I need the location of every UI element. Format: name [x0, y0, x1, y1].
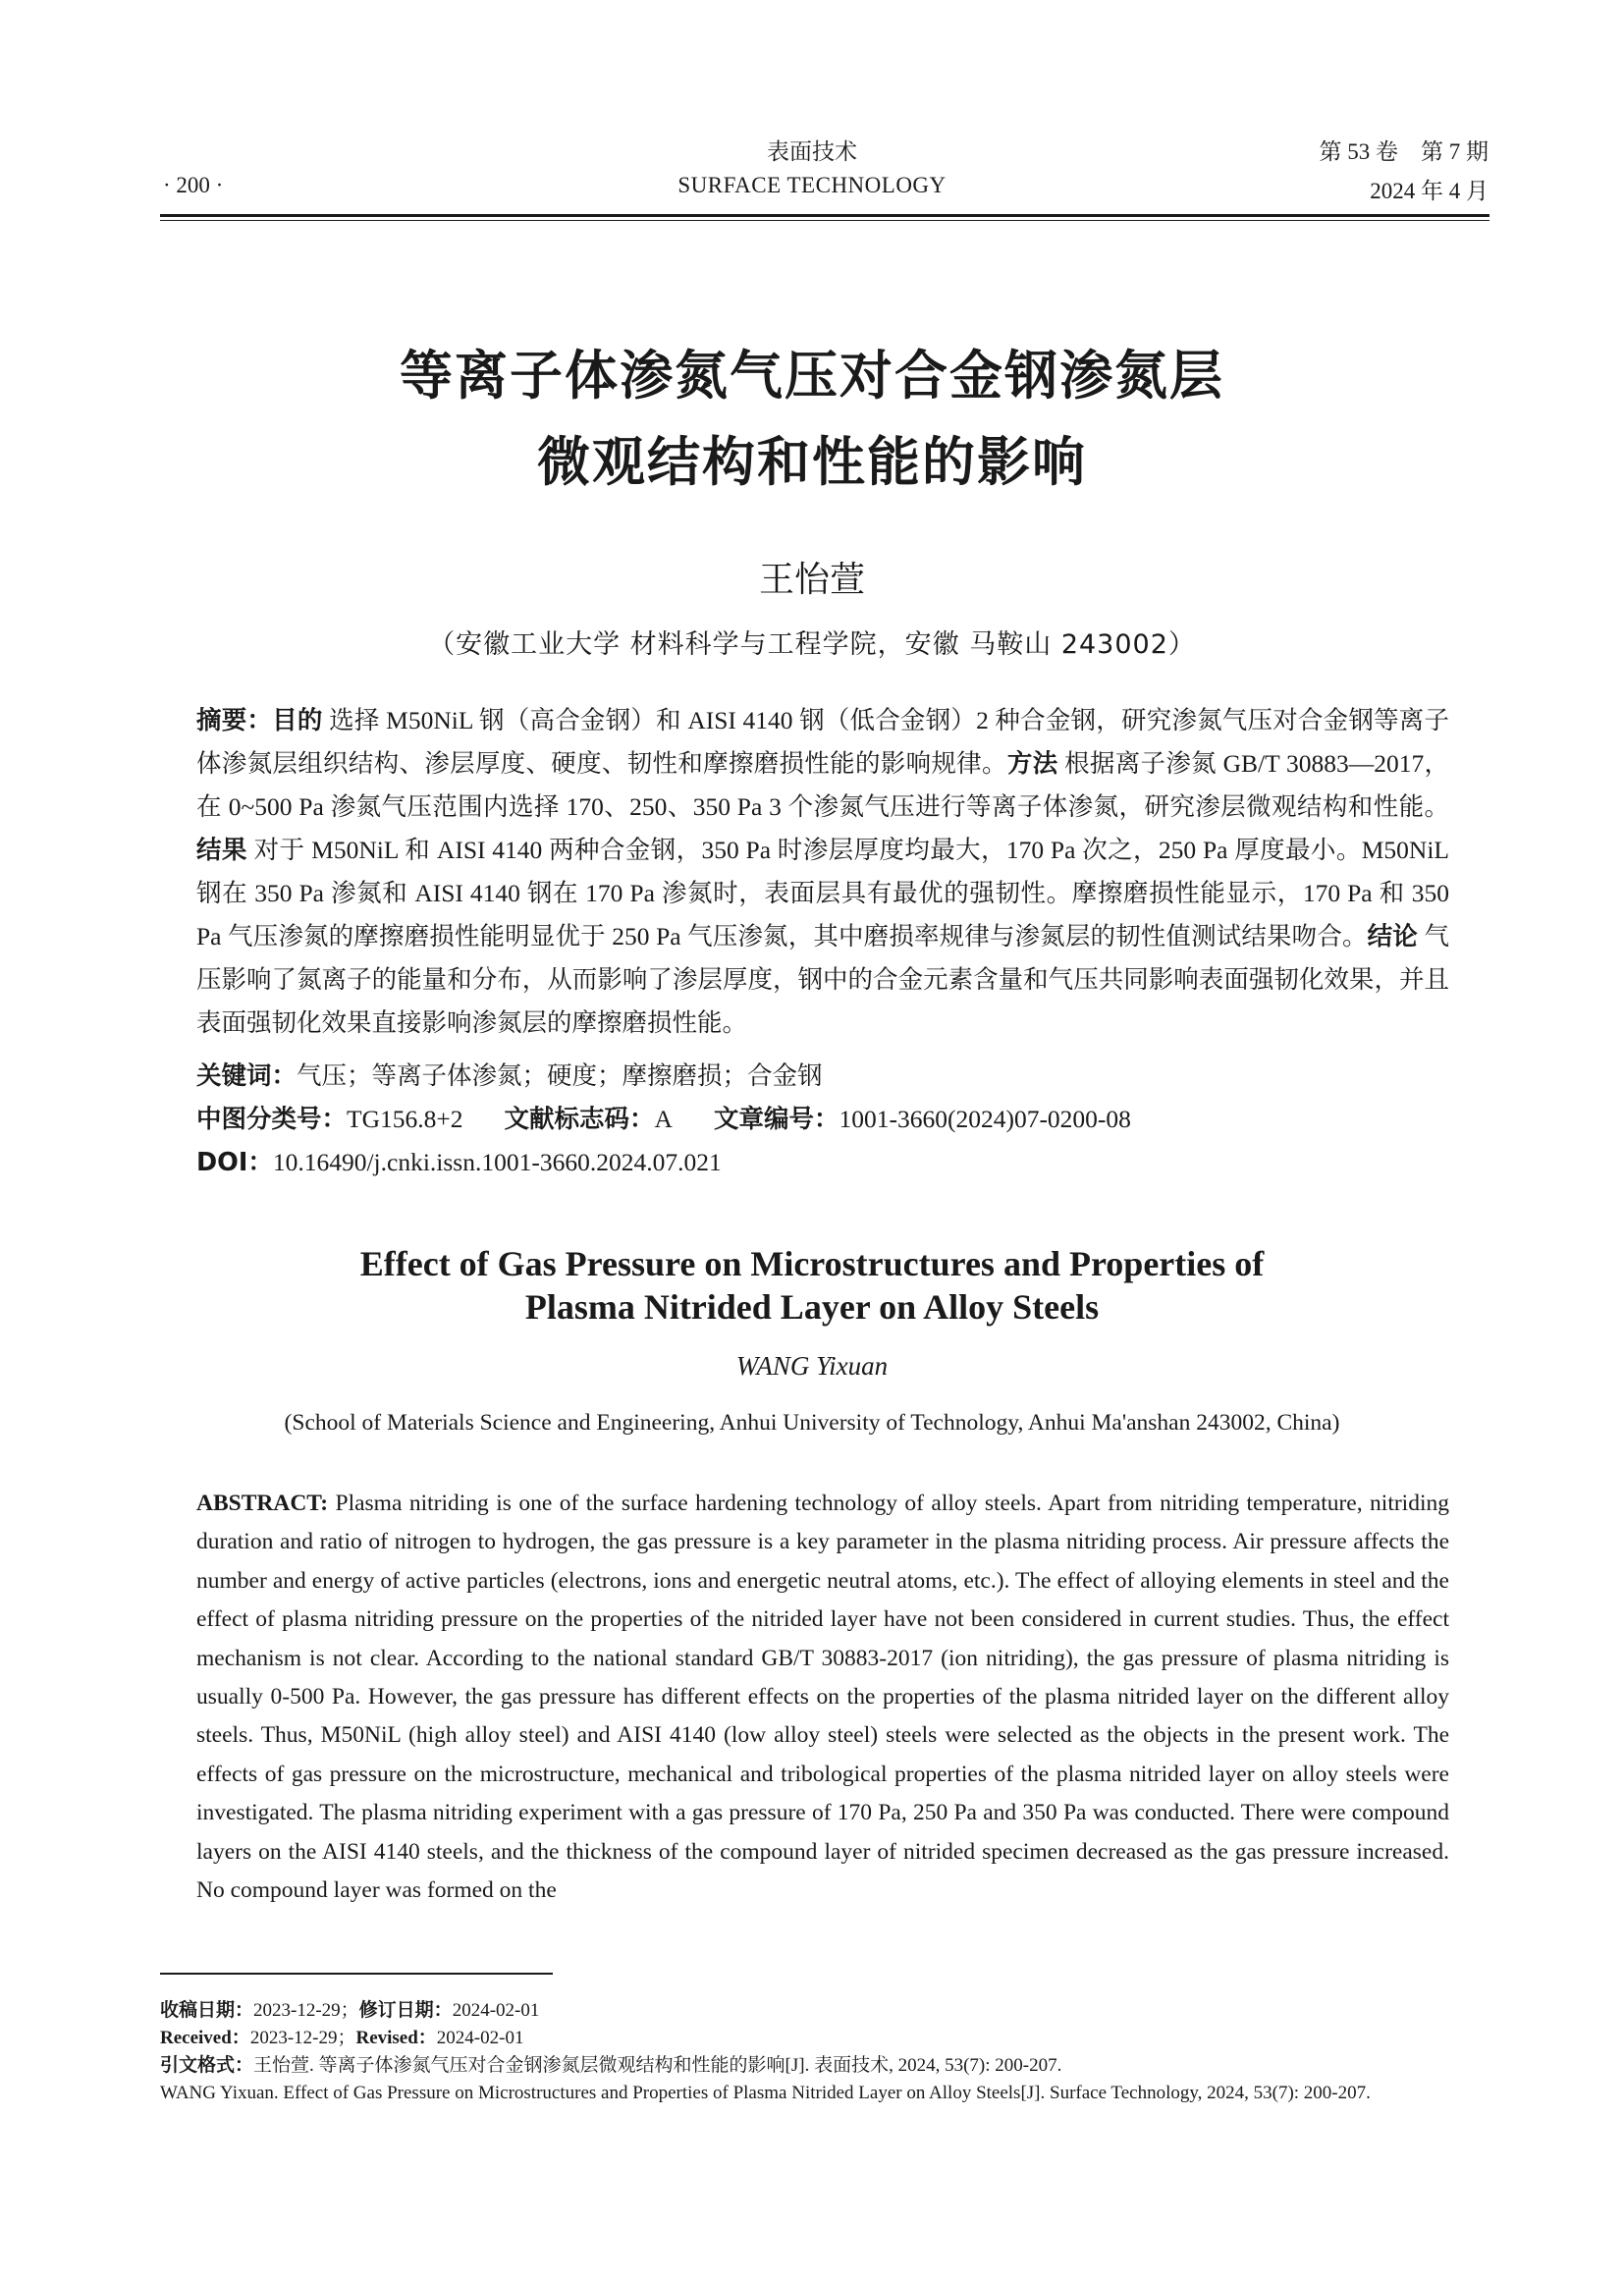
revised-cn-label: 修订日期：: [358, 2000, 453, 2021]
revised-en-value: 2024-02-01: [436, 2028, 524, 2048]
doi: [196, 1143, 1473, 1178]
objective-text: 选择 M50NiL 钢（高合金钢）和 AISI 4140 钢（低合金钢）2 种合金钢，研究渗氮气压对合金钢等离子体渗氮层组织结构、渗层厚度、硬度、韧性和摩擦磨损性能的影响规律。: [196, 706, 1449, 778]
received-en-label: Received：: [160, 2028, 250, 2048]
conclusion-label: 结论: [1367, 922, 1418, 951]
abstract-cn-label: 摘要：: [196, 706, 273, 735]
received-cn-label: 收稿日期：: [160, 2000, 254, 2021]
doc-code-label: 文献标志码：: [504, 1105, 655, 1134]
title-cn-line1: 等离子体渗氮气压对合金钢渗氮层: [400, 345, 1224, 407]
abstract-en: [196, 1485, 1449, 1910]
title-en-line1: Effect of Gas Pressure on Microstructures and Properties of: [359, 1244, 1265, 1283]
received-cn-value: 2023-12-29；: [253, 2000, 359, 2021]
doi-label: DOI：: [196, 1148, 273, 1177]
author-cn: 王怡萱: [758, 560, 865, 600]
keywords-label: 关键词：: [196, 1061, 298, 1091]
volume-issue: 第 53 卷 第 7 期: [1319, 139, 1489, 164]
journal-name-cn: 表面技术: [767, 139, 857, 164]
classification: [196, 1100, 1473, 1135]
header-rule: [160, 214, 1489, 217]
received-en-value: 2023-12-29；: [249, 2028, 356, 2048]
received-en: [160, 2025, 1489, 2051]
objective-label: 目的: [272, 706, 323, 735]
affiliation-cn: （安徽工业大学 材料科学与工程学院，安徽 马鞍山 243002）: [428, 629, 1196, 660]
abstract-en-text: Plasma nitriding is one of the surface hardening technology of alloy steels. Apart from nitriding temperature, nitriding duration and ratio of nitrogen to hydrogen, the gas pressure is a key parameter in the plasma nitriding process. Air pressure affects the number and energy of active particles (electrons, ions and energetic neutral atoms, etc.). The effect of alloying elements in steel and the effect of plasma nitriding pressure on the properties of the nitrided layer have not been considered in current studies. Thus, the effect mechanism is not clear. According to the national standard GB/T 30883-2017 (ion nitriding), the gas pressure of plasma nitriding is usually 0-500 Pa. However, the gas pressure has different effects on the properties of the plasma nitrided layer on the different alloy steels. Thus, M50NiL (high alloy steel) and AISI 4140 (low alloy steel) steels were selected as the objects in the present work. The effects of gas pressure on the microstructure, mechanical and tribological properties of the plasma nitrided layer on alloy steels were investigated. The plasma nitriding experiment with a gas pressure of 170 Pa, 250 Pa and 350 Pa was conducted. There were compound layers on the AISI 4140 steels, and the thickness of the compound layer of nitrided specimen decreased as the gas pressure increased. No compound layer was formed on the: [196, 1491, 1449, 1904]
citation-cn: [160, 2052, 1489, 2079]
received-cn: [160, 1997, 1489, 2024]
title-cn-line2: 微观结构和性能的影响: [537, 431, 1087, 493]
header-rule-thin: [160, 220, 1489, 221]
article-number-label: 文章编号：: [713, 1105, 839, 1134]
footnote-rule: [160, 1973, 553, 1975]
citation-cn-label: 引文格式：: [160, 2055, 254, 2076]
revised-en-label: Revised：: [355, 2028, 437, 2048]
abstract-cn: [196, 699, 1449, 1045]
methods-label: 方法: [1006, 749, 1058, 779]
author-en: WANG Yixuan: [735, 1351, 889, 1381]
page-number: · 200 ·: [163, 173, 224, 197]
citation-cn-value: 王怡萱. 等离子体渗氮气压对合金钢渗氮层微观结构和性能的影响[J]. 表面技术, 2024, 53(7): 200-207.: [253, 2055, 1062, 2076]
keywords-value: 气压；等离子体渗氮；硬度；摩擦磨损；合金钢: [297, 1061, 823, 1090]
conclusion-text: 气压影响了氮离子的能量和分布，从而影响了渗层厚度，钢中的合金元素含量和气压共同影响表面强韧化效果，并且表面强韧化效果直接影响渗氮层的摩擦磨损性能。: [196, 922, 1449, 1037]
doc-code-value: A: [654, 1105, 673, 1133]
issue-date: 2024 年 4 月: [1370, 179, 1489, 203]
clc-label: 中图分类号：: [196, 1105, 348, 1134]
results-text: 对于 M50NiL 和 AISI 4140 两种合金钢，350 Pa 时渗层厚度均最大，170 Pa 次之，250 Pa 厚度最小。M50NiL 钢在 350 Pa 渗氮和 AISI 4140 钢在 170 Pa 渗氮时，表面层具有最优的强韧性。摩擦磨损性能显示，170 Pa 和 350 Pa 气压渗氮的摩擦磨损性能明显优于 250 Pa 气压渗氮，其中磨损率规律与渗氮层的韧性值测试结果吻合。: [196, 836, 1449, 950]
affiliation-en: (School of Materials Science and Engineering, Anhui University of Technology, Anhui Ma'anshan 243002, China): [284, 1410, 1340, 1436]
keywords: [196, 1057, 1473, 1092]
journal-name-en: SURFACE TECHNOLOGY: [677, 173, 947, 197]
clc-value: TG156.8+2: [347, 1105, 463, 1133]
citation-en: WANG Yixuan. Effect of Gas Pressure on Microstructures and Properties of Plasma Nitrided Layer on Alloy Steels[J]. Surface Technology, 2024, 53(7): 200-207.: [160, 2083, 1371, 2103]
title-en-line2: Plasma Nitrided Layer on Alloy Steels: [524, 1287, 1100, 1327]
article-number-value: 1001-3660(2024)07-0200-08: [839, 1105, 1131, 1133]
revised-cn-value: 2024-02-01: [452, 2000, 540, 2021]
results-label: 结果: [196, 836, 247, 865]
doi-value[interactable]: 10.16490/j.cnki.issn.1001-3660.2024.07.021: [272, 1148, 722, 1176]
abstract-en-label: ABSTRACT:: [196, 1491, 329, 1516]
methods-text: 根据离子渗氮 GB/T 30883—2017，在 0~500 Pa 渗氮气压范围内选择 170、250、350 Pa 3 个渗氮气压进行等离子体渗氮，研究渗层微观结构和性能。: [196, 749, 1449, 821]
